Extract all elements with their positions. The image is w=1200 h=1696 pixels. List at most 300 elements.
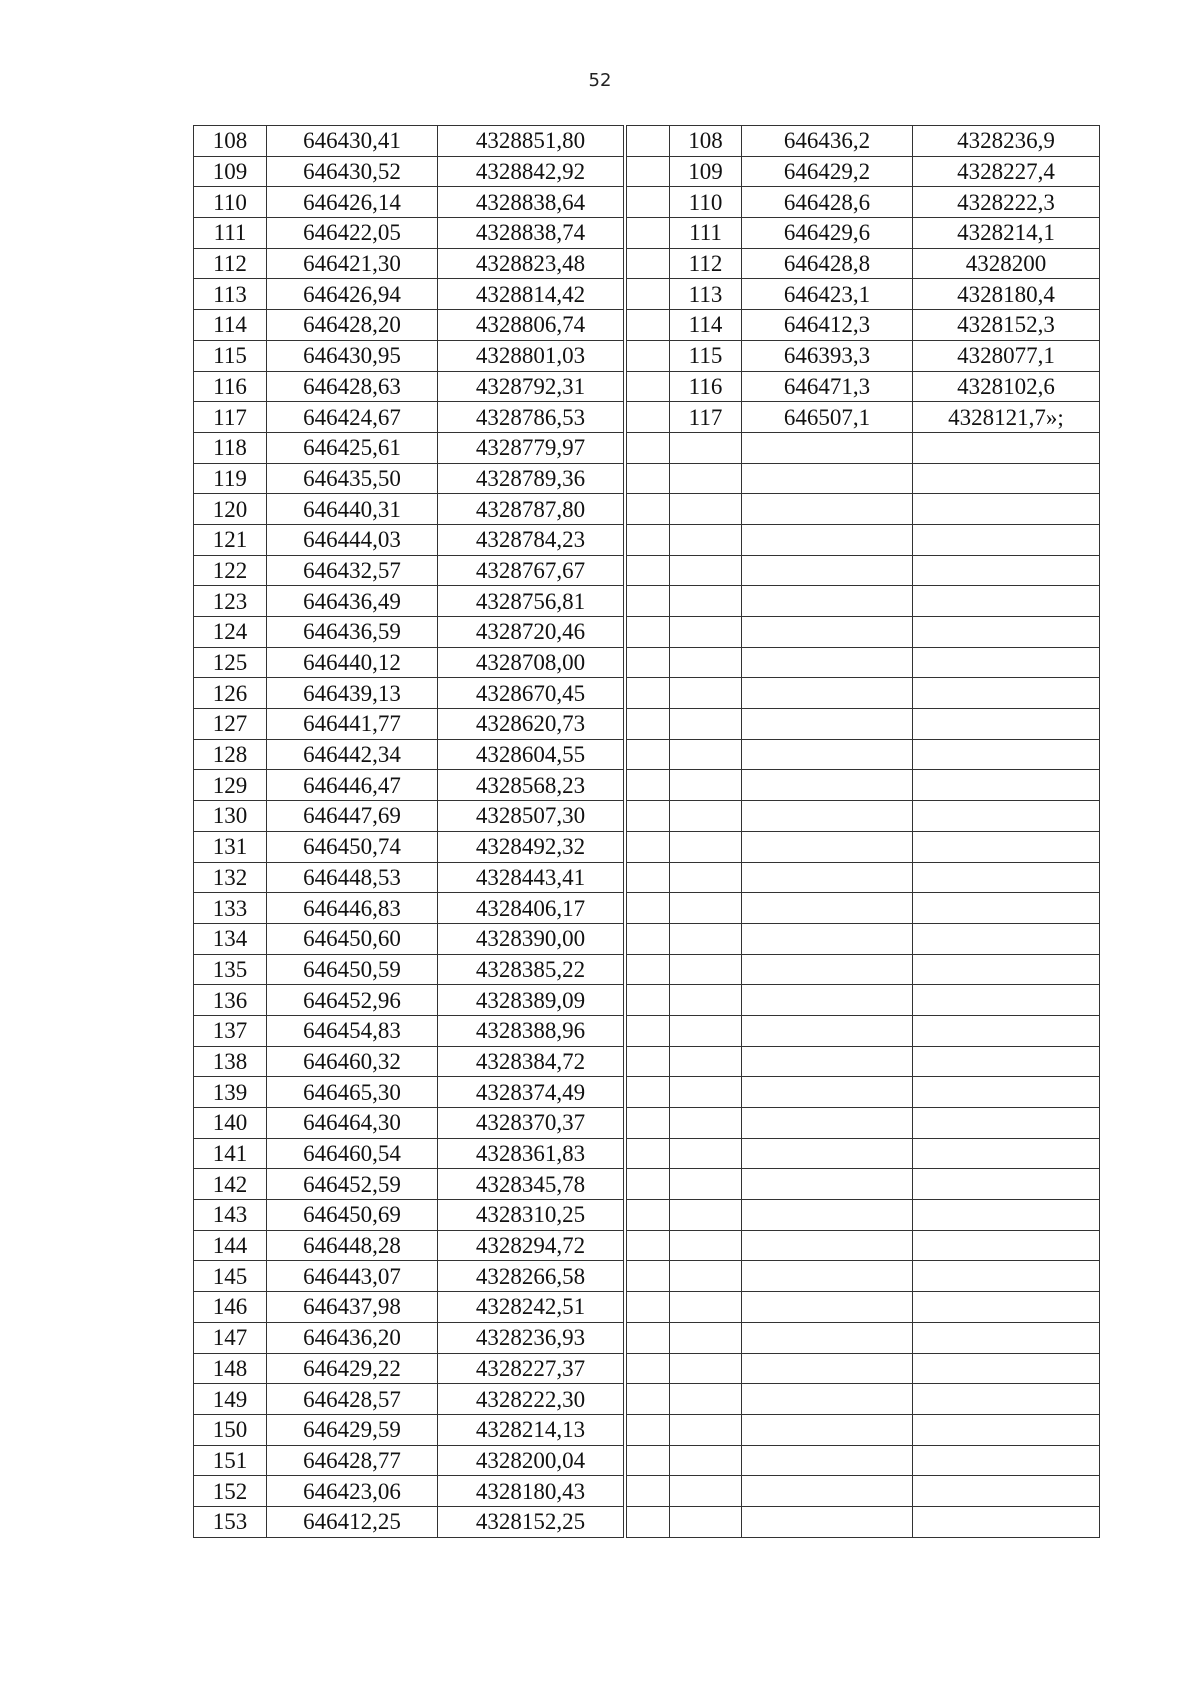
point-number-cell: 110 (670, 187, 742, 218)
empty-cell (913, 709, 1100, 740)
y-coordinate-cell: 4328838,64 (438, 187, 624, 218)
table-row (670, 432, 1100, 463)
table-row (194, 1077, 624, 1108)
table-row (670, 310, 1100, 341)
table-row (670, 279, 1100, 310)
separator-row (627, 1261, 670, 1292)
y-coordinate-cell: 4328236,9 (913, 126, 1100, 157)
empty-cell (742, 1414, 913, 1445)
y-coordinate-cell: 4328222,30 (438, 1384, 624, 1415)
separator-row (627, 709, 670, 740)
empty-cell (670, 1077, 742, 1108)
table-row (194, 1414, 624, 1445)
empty-cell (742, 1077, 913, 1108)
x-coordinate-cell: 646428,57 (267, 1384, 438, 1415)
y-coordinate-cell: 4328842,92 (438, 156, 624, 187)
table-row (670, 1200, 1100, 1231)
table-row (194, 187, 624, 218)
empty-cell (670, 1292, 742, 1323)
table-row (194, 555, 624, 586)
empty-cell (742, 1476, 913, 1507)
point-number-cell: 151 (194, 1445, 267, 1476)
table-row (670, 1292, 1100, 1323)
table-row (194, 1230, 624, 1261)
x-coordinate-cell: 646432,57 (267, 555, 438, 586)
empty-cell (913, 586, 1100, 617)
table-row (670, 985, 1100, 1016)
empty-cell (742, 954, 913, 985)
empty-cell (913, 1506, 1100, 1537)
y-coordinate-cell: 4328222,3 (913, 187, 1100, 218)
empty-cell (913, 678, 1100, 709)
empty-cell (627, 617, 670, 648)
table-row (670, 586, 1100, 617)
table-row (194, 1138, 624, 1169)
separator-row (627, 248, 670, 279)
point-number-cell: 126 (194, 678, 267, 709)
point-number-cell: 141 (194, 1138, 267, 1169)
table-row (670, 801, 1100, 832)
x-coordinate-cell: 646465,30 (267, 1077, 438, 1108)
y-coordinate-cell: 4328620,73 (438, 709, 624, 740)
empty-cell (913, 494, 1100, 525)
empty-cell (627, 279, 670, 310)
x-coordinate-cell: 646437,98 (267, 1292, 438, 1323)
empty-cell (913, 617, 1100, 648)
y-coordinate-cell: 4328385,22 (438, 954, 624, 985)
point-number-cell: 109 (670, 156, 742, 187)
empty-cell (913, 1353, 1100, 1384)
y-coordinate-cell: 4328200 (913, 248, 1100, 279)
empty-cell (627, 801, 670, 832)
empty-cell (670, 1384, 742, 1415)
empty-cell (913, 831, 1100, 862)
x-coordinate-cell: 646412,25 (267, 1506, 438, 1537)
empty-cell (742, 1015, 913, 1046)
x-coordinate-cell: 646471,3 (742, 371, 913, 402)
empty-cell (670, 555, 742, 586)
table-row (670, 862, 1100, 893)
table-row (670, 647, 1100, 678)
empty-cell (913, 1261, 1100, 1292)
table-row (670, 709, 1100, 740)
point-number-cell: 142 (194, 1169, 267, 1200)
separator-row (627, 555, 670, 586)
separator-row (627, 1230, 670, 1261)
point-number-cell: 123 (194, 586, 267, 617)
separator-row (627, 1353, 670, 1384)
empty-cell (627, 1445, 670, 1476)
x-coordinate-cell: 646393,3 (742, 340, 913, 371)
x-coordinate-cell: 646436,49 (267, 586, 438, 617)
separator-row (627, 801, 670, 832)
empty-cell (627, 1414, 670, 1445)
x-coordinate-cell: 646450,74 (267, 831, 438, 862)
empty-cell (742, 770, 913, 801)
x-coordinate-cell: 646429,59 (267, 1414, 438, 1445)
x-coordinate-cell: 646430,52 (267, 156, 438, 187)
x-coordinate-cell: 646448,53 (267, 862, 438, 893)
table-row (194, 156, 624, 187)
y-coordinate-cell: 4328779,97 (438, 432, 624, 463)
empty-cell (627, 524, 670, 555)
point-number-cell: 117 (670, 402, 742, 433)
separator-row (627, 1322, 670, 1353)
y-coordinate-cell: 4328767,67 (438, 555, 624, 586)
table-row (194, 647, 624, 678)
empty-cell (913, 1046, 1100, 1077)
separator-row (627, 831, 670, 862)
empty-cell (742, 1384, 913, 1415)
y-coordinate-cell: 4328180,43 (438, 1476, 624, 1507)
table-row (670, 893, 1100, 924)
empty-cell (913, 1384, 1100, 1415)
empty-cell (627, 1138, 670, 1169)
empty-cell (627, 1384, 670, 1415)
separator-row (627, 524, 670, 555)
x-coordinate-cell: 646412,3 (742, 310, 913, 341)
x-coordinate-cell: 646428,8 (742, 248, 913, 279)
point-number-cell: 113 (194, 279, 267, 310)
empty-cell (670, 494, 742, 525)
table-row (670, 1476, 1100, 1507)
y-coordinate-cell: 4328200,04 (438, 1445, 624, 1476)
empty-cell (627, 402, 670, 433)
empty-cell (913, 985, 1100, 1016)
empty-cell (670, 463, 742, 494)
empty-cell (742, 709, 913, 740)
table-row (194, 340, 624, 371)
point-number-cell: 115 (194, 340, 267, 371)
empty-cell (670, 617, 742, 648)
y-coordinate-cell: 4328242,51 (438, 1292, 624, 1323)
table-row (194, 1476, 624, 1507)
separator-row (627, 1414, 670, 1445)
point-number-cell: 131 (194, 831, 267, 862)
x-coordinate-cell: 646436,59 (267, 617, 438, 648)
separator-row (627, 156, 670, 187)
table-row (670, 248, 1100, 279)
x-coordinate-cell: 646424,67 (267, 402, 438, 433)
empty-cell (627, 1353, 670, 1384)
point-number-cell: 112 (194, 248, 267, 279)
empty-cell (627, 463, 670, 494)
y-coordinate-cell: 4328227,4 (913, 156, 1100, 187)
point-number-cell: 111 (670, 218, 742, 249)
y-coordinate-cell: 4328443,41 (438, 862, 624, 893)
table-row (194, 739, 624, 770)
table-row (194, 1015, 624, 1046)
table-row (194, 1322, 624, 1353)
y-coordinate-cell: 4328492,32 (438, 831, 624, 862)
table-row (670, 1169, 1100, 1200)
empty-cell (627, 1292, 670, 1323)
empty-cell (913, 1015, 1100, 1046)
table-row (194, 463, 624, 494)
empty-cell (670, 923, 742, 954)
separator-row (627, 985, 670, 1016)
empty-cell (670, 524, 742, 555)
empty-cell (670, 1138, 742, 1169)
point-number-cell: 118 (194, 432, 267, 463)
empty-cell (627, 862, 670, 893)
separator-row (627, 1046, 670, 1077)
empty-cell (742, 1230, 913, 1261)
table-row (194, 310, 624, 341)
x-coordinate-cell: 646426,94 (267, 279, 438, 310)
empty-cell (913, 770, 1100, 801)
point-number-cell: 153 (194, 1506, 267, 1537)
x-coordinate-cell: 646428,77 (267, 1445, 438, 1476)
table-row (194, 524, 624, 555)
point-number-cell: 110 (194, 187, 267, 218)
empty-cell (670, 1353, 742, 1384)
empty-cell (742, 1353, 913, 1384)
table-row (194, 709, 624, 740)
empty-cell (913, 862, 1100, 893)
empty-cell (742, 831, 913, 862)
empty-cell (913, 1445, 1100, 1476)
empty-cell (670, 1414, 742, 1445)
point-number-cell: 137 (194, 1015, 267, 1046)
point-number-cell: 135 (194, 954, 267, 985)
table-row (194, 1353, 624, 1384)
y-coordinate-cell: 4328077,1 (913, 340, 1100, 371)
table-row (670, 156, 1100, 187)
point-number-cell: 140 (194, 1108, 267, 1139)
x-coordinate-cell: 646444,03 (267, 524, 438, 555)
empty-cell (742, 678, 913, 709)
table-row (670, 1046, 1100, 1077)
table-row (670, 1230, 1100, 1261)
separator-row (627, 923, 670, 954)
empty-cell (670, 1445, 742, 1476)
table-row (194, 248, 624, 279)
empty-cell (670, 1230, 742, 1261)
empty-cell (670, 1108, 742, 1139)
empty-cell (742, 739, 913, 770)
table-row (670, 187, 1100, 218)
x-coordinate-cell: 646435,50 (267, 463, 438, 494)
y-coordinate-cell: 4328227,37 (438, 1353, 624, 1384)
empty-cell (670, 770, 742, 801)
empty-cell (913, 432, 1100, 463)
empty-cell (670, 1169, 742, 1200)
separator-row (627, 1506, 670, 1537)
point-number-cell: 150 (194, 1414, 267, 1445)
empty-cell (742, 647, 913, 678)
table-row (670, 1015, 1100, 1046)
table-row (194, 893, 624, 924)
table-row (194, 801, 624, 832)
table-row (670, 1414, 1100, 1445)
x-coordinate-cell: 646439,13 (267, 678, 438, 709)
y-coordinate-cell: 4328507,30 (438, 801, 624, 832)
table-row (670, 1322, 1100, 1353)
y-coordinate-cell: 4328801,03 (438, 340, 624, 371)
table-row (194, 371, 624, 402)
y-coordinate-cell: 4328102,6 (913, 371, 1100, 402)
y-coordinate-cell: 4328568,23 (438, 770, 624, 801)
x-coordinate-cell: 646448,28 (267, 1230, 438, 1261)
y-coordinate-cell: 4328838,74 (438, 218, 624, 249)
point-number-cell: 114 (670, 310, 742, 341)
table-row (670, 1108, 1100, 1139)
y-coordinate-cell: 4328361,83 (438, 1138, 624, 1169)
table-row (670, 126, 1100, 157)
table-row (194, 985, 624, 1016)
empty-cell (913, 647, 1100, 678)
empty-cell (670, 985, 742, 1016)
y-coordinate-cell: 4328604,55 (438, 739, 624, 770)
empty-cell (913, 1138, 1100, 1169)
empty-cell (670, 801, 742, 832)
separator-row (627, 862, 670, 893)
empty-cell (670, 1261, 742, 1292)
y-coordinate-cell: 4328152,25 (438, 1506, 624, 1537)
point-number-cell: 116 (194, 371, 267, 402)
empty-cell (742, 586, 913, 617)
empty-cell (742, 555, 913, 586)
table-row (670, 954, 1100, 985)
x-coordinate-cell: 646440,12 (267, 647, 438, 678)
table-row (670, 831, 1100, 862)
separator-row (627, 371, 670, 402)
empty-cell (627, 709, 670, 740)
table-row (194, 1046, 624, 1077)
y-coordinate-cell: 4328784,23 (438, 524, 624, 555)
table-row (670, 923, 1100, 954)
empty-cell (913, 1169, 1100, 1200)
table-row (670, 524, 1100, 555)
empty-cell (742, 1292, 913, 1323)
table-row (194, 770, 624, 801)
y-coordinate-cell: 4328406,17 (438, 893, 624, 924)
y-coordinate-cell: 4328374,49 (438, 1077, 624, 1108)
empty-cell (627, 1108, 670, 1139)
table-row (194, 494, 624, 525)
empty-cell (627, 310, 670, 341)
point-number-cell: 148 (194, 1353, 267, 1384)
point-number-cell: 108 (194, 126, 267, 157)
table-row (194, 402, 624, 433)
point-number-cell: 115 (670, 340, 742, 371)
table-row (194, 862, 624, 893)
x-coordinate-cell: 646452,96 (267, 985, 438, 1016)
point-number-cell: 144 (194, 1230, 267, 1261)
empty-cell (627, 1200, 670, 1231)
table-row (670, 770, 1100, 801)
empty-cell (913, 954, 1100, 985)
separator-row (627, 494, 670, 525)
empty-cell (670, 739, 742, 770)
y-coordinate-cell: 4328814,42 (438, 279, 624, 310)
point-number-cell: 138 (194, 1046, 267, 1077)
point-number-cell: 152 (194, 1476, 267, 1507)
x-coordinate-cell: 646446,83 (267, 893, 438, 924)
table-row (670, 678, 1100, 709)
separator-row (627, 126, 670, 157)
empty-cell (627, 340, 670, 371)
table-row (670, 739, 1100, 770)
empty-cell (742, 893, 913, 924)
y-coordinate-cell: 4328152,3 (913, 310, 1100, 341)
table-row (194, 1506, 624, 1537)
x-coordinate-cell: 646450,69 (267, 1200, 438, 1231)
separator-row (627, 739, 670, 770)
empty-cell (670, 893, 742, 924)
empty-cell (913, 923, 1100, 954)
empty-cell (627, 218, 670, 249)
table-row (670, 463, 1100, 494)
empty-cell (742, 1445, 913, 1476)
y-coordinate-cell: 4328345,78 (438, 1169, 624, 1200)
empty-cell (627, 739, 670, 770)
empty-cell (627, 770, 670, 801)
y-coordinate-cell: 4328720,46 (438, 617, 624, 648)
x-coordinate-cell: 646421,30 (267, 248, 438, 279)
x-coordinate-cell: 646436,20 (267, 1322, 438, 1353)
point-number-cell: 143 (194, 1200, 267, 1231)
x-coordinate-cell: 646429,6 (742, 218, 913, 249)
empty-cell (742, 1200, 913, 1231)
point-number-cell: 132 (194, 862, 267, 893)
y-coordinate-cell: 4328756,81 (438, 586, 624, 617)
x-coordinate-cell: 646428,6 (742, 187, 913, 218)
empty-cell (742, 1169, 913, 1200)
point-number-cell: 113 (670, 279, 742, 310)
table-row (670, 1506, 1100, 1537)
x-coordinate-cell: 646425,61 (267, 432, 438, 463)
table-row (670, 371, 1100, 402)
table-row (670, 1077, 1100, 1108)
table-row (194, 923, 624, 954)
table-row (194, 432, 624, 463)
empty-cell (913, 739, 1100, 770)
point-number-cell: 130 (194, 801, 267, 832)
x-coordinate-cell: 646450,59 (267, 954, 438, 985)
separator-row (627, 310, 670, 341)
x-coordinate-cell: 646430,95 (267, 340, 438, 371)
y-coordinate-cell: 4328294,72 (438, 1230, 624, 1261)
empty-cell (670, 862, 742, 893)
x-coordinate-cell: 646464,30 (267, 1108, 438, 1139)
x-coordinate-cell: 646507,1 (742, 402, 913, 433)
separator-row (627, 432, 670, 463)
y-coordinate-cell: 4328389,09 (438, 985, 624, 1016)
empty-cell (913, 555, 1100, 586)
table-row (194, 1108, 624, 1139)
point-number-cell: 149 (194, 1384, 267, 1415)
empty-cell (742, 432, 913, 463)
x-coordinate-cell: 646454,83 (267, 1015, 438, 1046)
separator-row (627, 218, 670, 249)
table-row (194, 218, 624, 249)
empty-cell (742, 985, 913, 1016)
empty-cell (627, 1322, 670, 1353)
empty-cell (670, 954, 742, 985)
point-number-cell: 119 (194, 463, 267, 494)
separator-column (626, 125, 670, 1538)
empty-cell (742, 862, 913, 893)
empty-cell (742, 494, 913, 525)
empty-cell (627, 1506, 670, 1537)
empty-cell (742, 524, 913, 555)
point-number-cell: 121 (194, 524, 267, 555)
table-row (194, 1384, 624, 1415)
point-number-cell: 139 (194, 1077, 267, 1108)
table-row (670, 555, 1100, 586)
